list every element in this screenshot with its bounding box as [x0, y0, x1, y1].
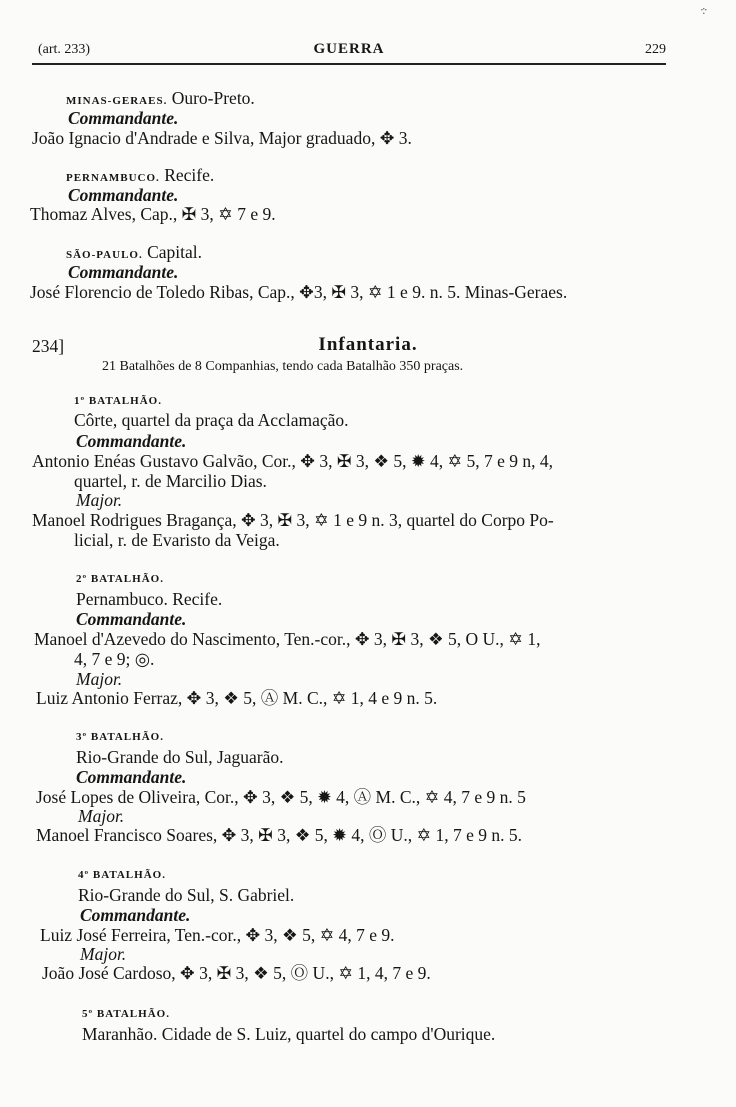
header-rule: [32, 63, 666, 65]
batalhao-3-label: 3º BATALHÃO.: [76, 731, 164, 743]
batalhao-2-location: Pernambuco. Recife.: [76, 589, 223, 609]
batalhao-1-maj-line2: licial, r. de Evaristo da Veiga.: [74, 530, 280, 550]
batalhao-2-maj-line1: Luiz Antonio Ferraz, ✥ 3, ❖ 5, Ⓐ M. C., ✡ 1, 4 e 9 n. 5.: [36, 688, 438, 708]
batalhao-1-maj-role: Major.: [76, 490, 123, 510]
batalhao-3-maj-line1: Manoel Francisco Soares, ✥ 3, ✠ 3, ❖ 5, ✹ 4, Ⓞ U., ✡ 1, 7 e 9 n. 5.: [36, 825, 523, 845]
place-label: Recife.: [164, 165, 215, 185]
minas-person: João Ignacio d'Andrade e Silva, Major graduado, ✥ 3.: [32, 128, 412, 148]
batalhao-4-location: Rio-Grande do Sul, S. Gabriel.: [78, 885, 295, 905]
pernambuco-role: Commandante.: [68, 185, 179, 205]
saopaulo-role: Commandante.: [68, 262, 179, 282]
place-label: Capital.: [147, 242, 203, 262]
batalhao-2-label: 2º BATALHÃO.: [76, 573, 164, 585]
minas-role: Commandante.: [68, 108, 179, 128]
saopaulo-person: José Florencio de Toledo Ribas, Cap., ✥3, ✠ 3, ✡ 1 e 9. n. 5. Minas-Geraes.: [30, 282, 568, 302]
batalhao-3-maj-role: Major.: [78, 806, 125, 826]
page-number: 229: [645, 42, 666, 57]
print-speck: ·:·: [699, 2, 706, 17]
section-note: 21 Batalhões de 8 Companhias, tendo cada Batalhão 350 praças.: [102, 359, 464, 374]
batalhao-2-cmd-role: Commandante.: [76, 609, 187, 629]
batalhao-1-location: Côrte, quartel da praça da Acclamação.: [74, 410, 349, 430]
batalhao-2-cmd-line2: 4, 7 e 9; ◎.: [74, 649, 155, 669]
batalhao-5-label: 5º BATALHÃO.: [82, 1008, 170, 1020]
batalhao-4-cmd-line1: Luiz José Ferreira, Ten.-cor., ✥ 3, ❖ 5, ✡ 4, 7 e 9.: [40, 925, 395, 945]
header-article-ref: (art. 233): [38, 42, 91, 57]
pernambuco-person: Thomaz Alves, Cap., ✠ 3, ✡ 7 e 9.: [30, 204, 276, 224]
batalhao-1-maj-line1: Manoel Rodrigues Bragança, ✥ 3, ✠ 3, ✡ 1 e 9 n. 3, quartel do Corpo Po-: [32, 510, 554, 530]
province-label: SÃO-PAULO.: [66, 249, 143, 261]
section-number: 234]: [32, 336, 65, 356]
batalhao-3-cmd-role: Commandante.: [76, 767, 187, 787]
batalhao-3-location: Rio-Grande do Sul, Jaguarão.: [76, 747, 284, 767]
batalhao-1-cmd-line1: Antonio Enéas Gustavo Galvão, Cor., ✥ 3, ✠ 3, ❖ 5, ✹ 4, ✡ 5, 7 e 9 n, 4,: [32, 451, 554, 471]
province-label: PERNAMBUCO.: [66, 172, 160, 184]
batalhao-5-location: Maranhão. Cidade de S. Luiz, quartel do campo d'Ourique.: [82, 1024, 496, 1044]
batalhao-2-maj-role: Major.: [76, 669, 123, 689]
page-header: [32, 38, 666, 62]
province-label: MINAS-GERAES.: [66, 95, 168, 107]
batalhao-4-cmd-role: Commandante.: [80, 905, 191, 925]
place-label: Ouro-Preto.: [171, 88, 255, 108]
batalhao-4-maj-role: Major.: [80, 944, 127, 964]
header-title: GUERRA: [313, 41, 385, 57]
batalhao-3-cmd-line1: José Lopes de Oliveira, Cor., ✥ 3, ❖ 5, ✹ 4, Ⓐ M. C., ✡ 4, 7 e 9 n. 5: [36, 787, 526, 807]
batalhao-2-cmd-line1: Manoel d'Azevedo do Nascimento, Ten.-cor., ✥ 3, ✠ 3, ❖ 5, O U., ✡ 1,: [34, 629, 541, 649]
batalhao-4-maj-line1: João José Cardoso, ✥ 3, ✠ 3, ❖ 5, Ⓞ U., ✡ 1, 4, 7 e 9.: [42, 963, 431, 983]
batalhao-1-label: 1º BATALHÃO.: [74, 395, 162, 407]
batalhao-4-label: 4º BATALHÃO.: [78, 869, 166, 881]
section-title: Infantaria.: [318, 334, 418, 355]
batalhao-1-cmd-line2: quartel, r. de Marcilio Dias.: [74, 471, 267, 491]
batalhao-1-cmd-role: Commandante.: [76, 431, 187, 451]
